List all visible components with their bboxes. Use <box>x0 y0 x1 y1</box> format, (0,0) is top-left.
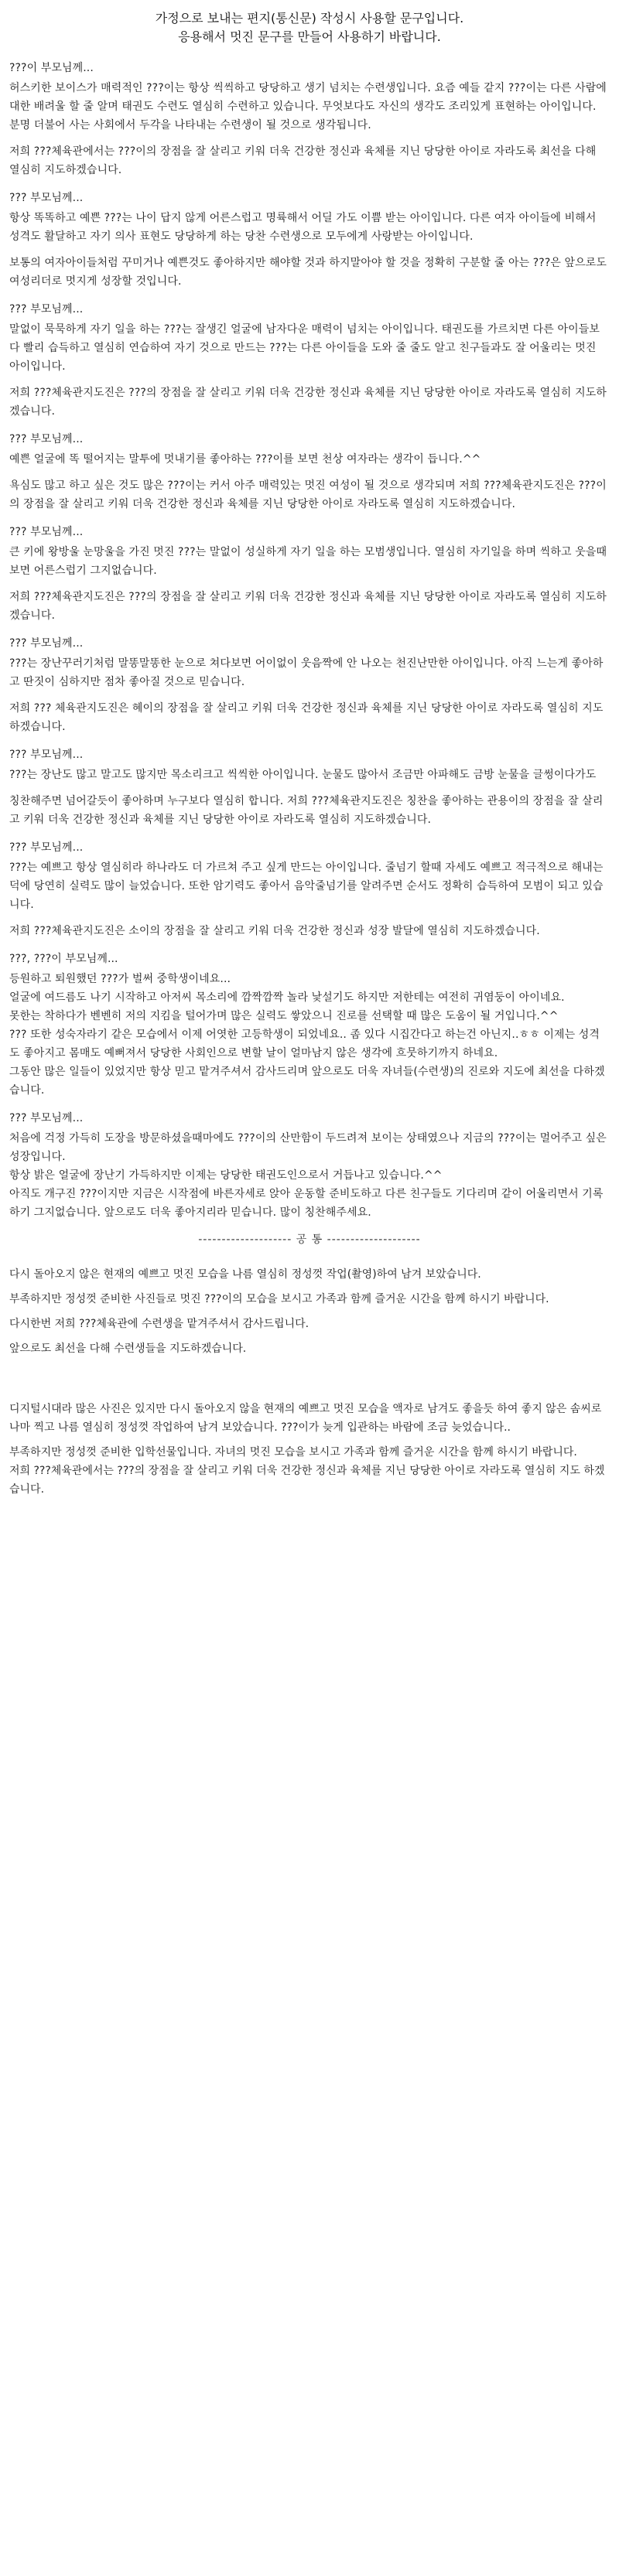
entry-greeting: ???이 부모님께... <box>9 62 94 74</box>
phrase-entries <box>9 59 610 1222</box>
entry-greeting: ??? 부모님께... <box>9 841 84 854</box>
entry-paragraph: 저희 ???체육관에서는 ???이의 장점을 잘 살리고 키워 더욱 건강한 정신과 육체를 지닌 당당한 아이로 자라도록 최선을 다해 열심히 지도하겠습니다. <box>9 145 597 176</box>
phrase-entry <box>9 300 610 421</box>
phrase-entry <box>9 838 610 940</box>
common-paragraph: 디지털시대라 많은 사진은 있지만 다시 돌아오지 않을 현재의 예쁘고 멋진 모습을 액자로 남겨도 좋을듯 하여 좋지 않은 솜씨로나마 찍고 나름 열심히 정성껏 작업하여 남겨 보았습니다. ???이가 늦게 입관하는 바람에 조금 늦었습니다.. <box>9 1403 602 1434</box>
common-spacer <box>9 1364 610 1400</box>
entry-paragraph: 칭찬해주면 넘어갈듯이 좋아하며 누구보다 열심히 합니다. 저희 ???체육관지도진은 칭찬을 좋아하는 관용이의 장점을 잘 살리고 키워 더욱 건강한 정신과 육체를 지닌 당당한 아이로 자라도록 열심히 지도하겠습니다. <box>9 795 604 826</box>
entry-paragraph: 욕심도 많고 하고 싶은 것도 많은 ???이는 커서 아주 매력있는 멋진 여성이 될 것으로 생각되며 저희 ???체육관지도진은 ???이의 장점을 잘 살리고 키워 더욱 건강한 정신과 육체를 지닌 당당한 아이로 자라도록 열심히 지도하겠습니다. <box>9 479 607 510</box>
phrase-entry <box>9 950 610 1100</box>
common-paragraphs-a <box>9 1265 610 1358</box>
entry-greeting: ??? 부모님께... <box>9 303 84 316</box>
entry-paragraph: 등원하고 퇴원했던 ???가 벌써 중학생이네요... 얼굴에 여드름도 나기 시작하고 아저씨 목소리에 깜짝깜짝 놀라 낯설기도 하지만 저한테는 여전히 귀염둥이 아이네요. 못한는 착하다가 벤벤히 저의 지킴을 털어가며 많은 실력도 쌓았으니 진로를 선택할 때 많은 도움이 될 거입니다.^^ ??? 또한 성숙자라기 같은 모습에서 이제 어엿한 고등학생이 되었네요.. 좀 있다 시집간다고 하는건 아닌지..ㅎㅎ 이제는 성격도 좋아지고 몸매도 예뻐져서 당당한 사회인으로 변할 날이 얼마남지 않은 생각에 흐뭇하기까지 하네요. 그동안 많은 일들이 있었지만 항상 믿고 맡겨주셔서 감사드리며 앞으로도 더욱 자녀들(수련생)의 진로와 지도에 최선을 다하겠습니다. <box>9 973 605 1097</box>
common-paragraph: 부족하지만 정성껏 준비한 입학선물입니다. 자녀의 멋진 모습을 보시고 가족과 함께 즐거운 시간을 함께 하시기 바랍니다. 저희 ???체육관에서는 ???의 장점을 잘 살리고 키워 더욱 건강한 정신과 육체를 지닌 당당한 아이로 자라도록 열심히 지도 하겠습니다. <box>9 1446 605 1496</box>
phrase-entry <box>9 59 610 179</box>
page-header <box>9 0 610 59</box>
entry-paragraph: 저희 ???체육관지도진은 ???의 장점을 잘 살리고 키워 더욱 건강한 정신과 육체를 지닌 당당한 아이로 자라도록 열심히 지도하겠습니다. <box>9 591 607 622</box>
entry-paragraph: ???는 장난꾸러기처럼 말똥말똥한 눈으로 쳐다보면 어이없이 웃음짝에 안 나오는 천진난만한 아이입니다. 아직 느는게 좋아하고 딴짓이 심하지만 점차 좋아질 것으로 믿습니다. <box>9 657 604 688</box>
common-paragraph: 다시한번 저희 ???체육관에 수련생을 맡겨주셔서 감사드립니다. <box>9 1318 310 1330</box>
entry-paragraph: ???는 예쁘고 항상 열심히라 하나라도 더 가르쳐 주고 싶게 만드는 아이입니다. 줄넘기 할때 자세도 예쁘고 적극적으로 해내는 덕에 당연히 실력도 많이 늘었습니다. 또한 암기력도 좋아서 음악줄넘기를 알려주면 순서도 정확히 습득하여 모범이 되고 있습니다. <box>9 862 604 911</box>
entry-greeting: ??? 부모님께... <box>9 192 84 204</box>
entry-paragraph: 저희 ???체육관지도진은 소이의 장점을 잘 살리고 키워 더욱 건강한 정신과 성장 발달에 열심히 지도하겠습니다. <box>9 925 540 937</box>
entry-paragraph: 예쁜 얼굴에 똑 떨어지는 말투에 멋내기를 좋아하는 ???이를 보면 천상 여자라는 생각이 듭니다.^^ <box>9 453 481 466</box>
entry-paragraph: 항상 똑똑하고 예쁜 ???는 나이 답지 않게 어른스럽고 명륙해서 어딜 가도 이쁨 받는 아이입니다. 다른 여자 아이들에 비해서 성격도 활달하고 자기 의사 표현도 당당하게 하는 당찬 수련생으로 모두에게 사랑받는 아이입니다. <box>9 212 597 243</box>
phrase-entry <box>9 189 610 291</box>
common-paragraphs-b <box>9 1400 610 1499</box>
entry-greeting: ??? 부모님께... <box>9 749 84 761</box>
phrase-entry <box>9 430 610 513</box>
entry-paragraph: 처음에 걱정 가득히 도장을 방문하셨을때마에도 ???이의 산만함이 두드려져 보이는 상태였으나 지금의 ???이는 멀어주고 싶은 성장입니다. 항상 밝은 얼굴에 장난기 가득하지만 이제는 당당한 태권도인으로서 거듭나고 있습니다.^^ 아직도 개구진 ???이지만 지금은 시작점에 바른자세로 앉아 운동할 준비도하고 다른 친구들도 기다리며 같이 어울리면서 기록하기 그지없습니다. 앞으로도 더욱 좋아지리라 믿습니다. 많이 칭찬해주세요. <box>9 1132 607 1219</box>
entry-greeting: ??? 부모님께... <box>9 433 84 445</box>
header-line-2: 응용해서 멋진 문구를 만들어 사용하기 바랍니다. <box>178 29 441 44</box>
common-paragraph: 다시 돌아오지 않은 현재의 예쁘고 멋진 모습을 나름 열심히 정성껏 작업(촬영)하여 남겨 보았습니다. <box>9 1268 481 1281</box>
entry-paragraph: 보통의 여자아이들처럼 꾸미거나 예쁜것도 좋아하지만 해야할 것과 하지말아야 할 것을 정확히 구분할 줄 아는 ???은 앞으로도 여성리더로 멋지게 성장할 것입니다. <box>9 257 607 288</box>
entry-paragraph: 허스키한 보이스가 매력적인 ???이는 항상 씩씩하고 당당하고 생기 넘치는 수련생입니다. 요즘 예들 같지 ???이는 다른 사람에 대한 배려울 할 줄 알며 태권도 수련도 열심히 수련하고 있습니다. 무엇보다도 자신의 생각도 조리있게 표현하는 아이입니다. 분명 더불어 사는 사회에서 두각을 나타내는 수련생이 될 것으로 생각됩니다. <box>9 82 607 131</box>
entry-paragraph: 큰 키에 왕방울 눈망울을 가진 멋진 ???는 말없이 성실하게 자기 일을 하는 모범생입니다. 열심히 자기일을 하며 씩하고 웃을때 보면 어른스럽기 그지없습니다. <box>9 546 607 577</box>
entry-paragraph: 저희 ???체육관지도진은 ???의 장점을 잘 살리고 키워 더욱 건강한 정신과 육체를 지닌 당당한 아이로 자라도록 열심히 지도하겠습니다. <box>9 387 607 418</box>
common-paragraph: 앞으로도 최선을 다해 수련생들을 지도하겠습니다. <box>9 1343 247 1355</box>
phrase-entry <box>9 746 610 829</box>
phrase-entry <box>9 1109 610 1222</box>
entry-greeting: ???, ???이 부모님께... <box>9 953 118 965</box>
phrase-entry <box>9 523 610 625</box>
entry-paragraph: ???는 장난도 많고 말고도 많지만 목소리크고 씩씩한 아이입니다. 눈물도 많아서 조금만 아파해도 금방 눈물을 글썽이다가도 <box>9 769 597 781</box>
entry-greeting: ??? 부모님께... <box>9 526 84 538</box>
common-section <box>9 1265 610 1499</box>
entry-greeting: ??? 부모님께... <box>9 637 84 650</box>
entry-greeting: ??? 부모님께... <box>9 1112 84 1124</box>
entry-paragraph: 말없이 묵묵하게 자기 일을 하는 ???는 잘생긴 얼굴에 남자다운 매력이 넘치는 아이입니다. 태권도를 가르치면 다른 아이들보다 빨리 습득하고 열심히 연습하여 자기 것으로 만드는 ???는 다른 아이들을 도와 줄 줄도 알고 친구들과도 잘 어울리는 멋진 아이입니다. <box>9 323 600 373</box>
common-divider: -------------------- 공 통 -------------------- <box>198 1233 421 1246</box>
header-line-1: 가정으로 보내는 편지(통신문) 작성시 사용할 문구입니다. <box>155 11 464 26</box>
phrase-entry <box>9 634 610 736</box>
common-paragraph: 부족하지만 정성껏 준비한 사진들로 멋진 ???이의 모습을 보시고 가족과 함께 즐거운 시간을 함께 하시기 바랍니다. <box>9 1293 549 1305</box>
entry-paragraph: 저희 ??? 체육관지도진은 혜이의 장점을 잘 살리고 키워 더욱 건강한 정신과 육체를 지닌 당당한 아이로 자라도록 열심히 지도하겠습니다. <box>9 702 604 733</box>
